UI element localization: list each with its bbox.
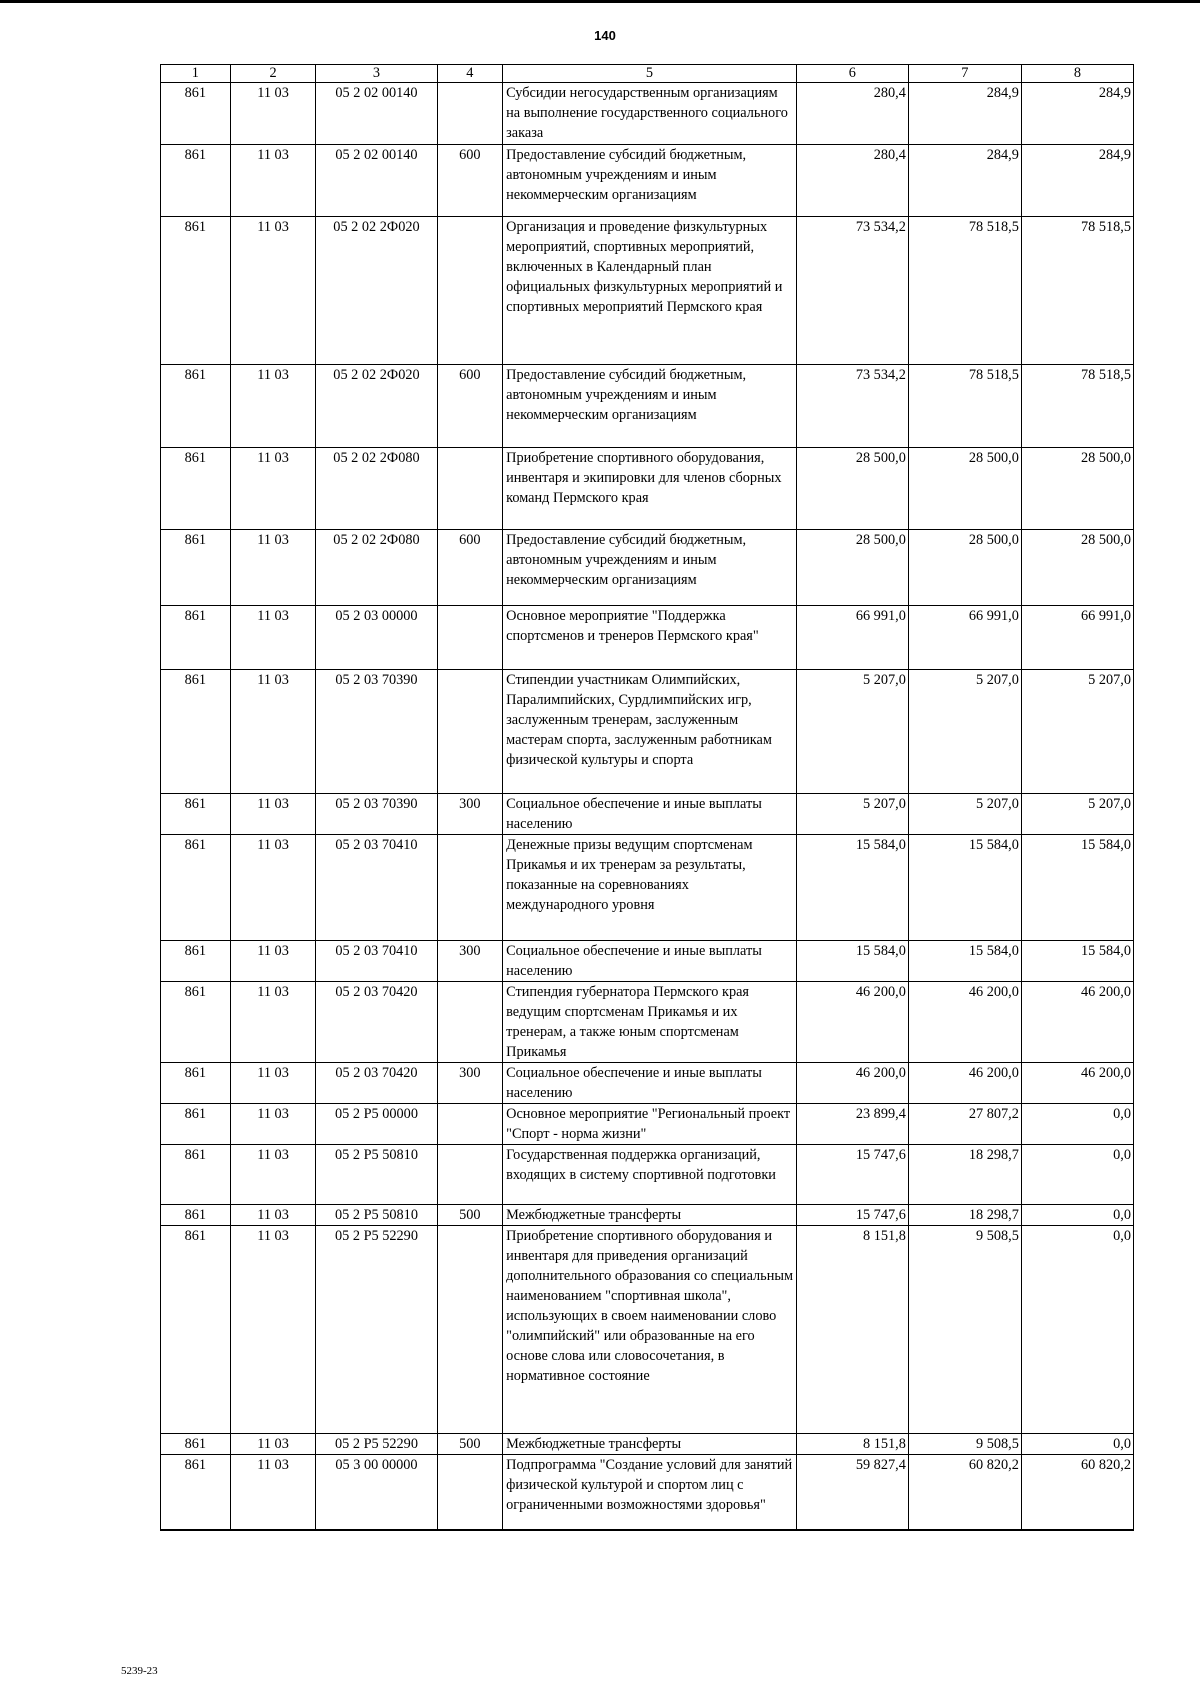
- cell-target-article: 05 2 02 2Ф080: [316, 448, 437, 530]
- cell-amount-col7: 78 518,5: [908, 217, 1021, 365]
- cell-ministry-code: 861: [161, 1434, 231, 1455]
- table-row: [161, 670, 1134, 794]
- cell-amount-col7: 28 500,0: [908, 530, 1021, 606]
- cell-expense-type: 500: [437, 1434, 503, 1455]
- cell-target-article: 05 2 02 2Ф020: [316, 217, 437, 365]
- cell-amount-col7: 15 584,0: [908, 835, 1021, 941]
- cell-target-article: 05 2 P5 00000: [316, 1104, 437, 1145]
- cell-amount-col7: 18 298,7: [908, 1145, 1021, 1205]
- column-header: 2: [230, 65, 316, 83]
- cell-target-article: 05 2 P5 52290: [316, 1434, 437, 1455]
- cell-section-code: 11 03: [230, 941, 316, 982]
- column-header: 4: [437, 65, 503, 83]
- cell-description: Социальное обеспечение и иные выплаты населению: [503, 794, 797, 835]
- cell-expense-type: 300: [437, 1063, 503, 1104]
- cell-section-code: 11 03: [230, 448, 316, 530]
- table-row: [161, 1226, 1134, 1434]
- cell-amount-col7: 5 207,0: [908, 794, 1021, 835]
- cell-amount-col8: 284,9: [1021, 83, 1133, 145]
- cell-amount-col8: 5 207,0: [1021, 794, 1133, 835]
- cell-target-article: 05 2 02 2Ф080: [316, 530, 437, 606]
- cell-amount-col6: 5 207,0: [796, 670, 908, 794]
- table-row: [161, 1104, 1134, 1145]
- cell-amount-col8: 28 500,0: [1021, 530, 1133, 606]
- cell-amount-col8: 0,0: [1021, 1205, 1133, 1226]
- cell-amount-col7: 5 207,0: [908, 670, 1021, 794]
- cell-target-article: 05 2 03 70390: [316, 794, 437, 835]
- cell-description: Предоставление субсидий бюджетным, автономным учреждениям и иным некоммерческим организациям: [503, 365, 797, 448]
- cell-section-code: 11 03: [230, 217, 316, 365]
- cell-ministry-code: 861: [161, 1104, 231, 1145]
- cell-ministry-code: 861: [161, 606, 231, 670]
- cell-amount-col8: 15 584,0: [1021, 835, 1133, 941]
- cell-amount-col6: 66 991,0: [796, 606, 908, 670]
- cell-description: Основное мероприятие "Поддержка спортсменов и тренеров Пермского края": [503, 606, 797, 670]
- cell-section-code: 11 03: [230, 606, 316, 670]
- cell-description: Денежные призы ведущим спортсменам Прикамья и их тренерам за результаты, показанные на соревнованиях международного уровня: [503, 835, 797, 941]
- cell-expense-type: [437, 448, 503, 530]
- cell-amount-col7: 15 584,0: [908, 941, 1021, 982]
- table-row: [161, 606, 1134, 670]
- cell-amount-col6: 73 534,2: [796, 365, 908, 448]
- cell-ministry-code: 861: [161, 835, 231, 941]
- cell-amount-col6: 280,4: [796, 83, 908, 145]
- top-border-line: [0, 0, 1200, 3]
- table-row: [161, 448, 1134, 530]
- cell-expense-type: [437, 1455, 503, 1530]
- cell-amount-col8: 5 207,0: [1021, 670, 1133, 794]
- cell-amount-col6: 280,4: [796, 145, 908, 217]
- cell-amount-col8: 15 584,0: [1021, 941, 1133, 982]
- cell-expense-type: [437, 982, 503, 1063]
- cell-expense-type: [437, 835, 503, 941]
- cell-target-article: 05 2 P5 50810: [316, 1205, 437, 1226]
- cell-section-code: 11 03: [230, 530, 316, 606]
- cell-description: Предоставление субсидий бюджетным, автономным учреждениям и иным некоммерческим организациям: [503, 530, 797, 606]
- cell-amount-col6: 8 151,8: [796, 1434, 908, 1455]
- cell-section-code: 11 03: [230, 365, 316, 448]
- cell-expense-type: 300: [437, 941, 503, 982]
- cell-section-code: 11 03: [230, 670, 316, 794]
- cell-amount-col8: 46 200,0: [1021, 1063, 1133, 1104]
- cell-ministry-code: 861: [161, 941, 231, 982]
- cell-description: Межбюджетные трансферты: [503, 1434, 797, 1455]
- cell-amount-col8: 60 820,2: [1021, 1455, 1133, 1530]
- header-row: [161, 65, 1134, 83]
- table-header: [161, 65, 1134, 83]
- cell-section-code: 11 03: [230, 1455, 316, 1530]
- cell-target-article: 05 2 02 00140: [316, 145, 437, 217]
- column-header: 1: [161, 65, 231, 83]
- page-number: 140: [594, 28, 616, 43]
- cell-ministry-code: 861: [161, 1063, 231, 1104]
- cell-amount-col6: 23 899,4: [796, 1104, 908, 1145]
- cell-amount-col6: 46 200,0: [796, 982, 908, 1063]
- cell-description: Социальное обеспечение и иные выплаты населению: [503, 1063, 797, 1104]
- cell-ministry-code: 861: [161, 982, 231, 1063]
- cell-section-code: 11 03: [230, 1145, 316, 1205]
- cell-section-code: 11 03: [230, 1226, 316, 1434]
- cell-section-code: 11 03: [230, 1434, 316, 1455]
- cell-expense-type: [437, 83, 503, 145]
- table-row: [161, 1455, 1134, 1530]
- table-row: [161, 982, 1134, 1063]
- cell-target-article: 05 2 03 70420: [316, 982, 437, 1063]
- cell-amount-col8: 0,0: [1021, 1104, 1133, 1145]
- cell-amount-col8: 78 518,5: [1021, 365, 1133, 448]
- cell-expense-type: 600: [437, 365, 503, 448]
- cell-description: Предоставление субсидий бюджетным, автономным учреждениям и иным некоммерческим организациям: [503, 145, 797, 217]
- cell-amount-col8: 28 500,0: [1021, 448, 1133, 530]
- cell-amount-col8: 284,9: [1021, 145, 1133, 217]
- cell-amount-col8: 0,0: [1021, 1145, 1133, 1205]
- cell-section-code: 11 03: [230, 1063, 316, 1104]
- cell-target-article: 05 3 00 00000: [316, 1455, 437, 1530]
- cell-target-article: 05 2 02 00140: [316, 83, 437, 145]
- cell-ministry-code: 861: [161, 145, 231, 217]
- cell-amount-col6: 28 500,0: [796, 530, 908, 606]
- cell-amount-col7: 18 298,7: [908, 1205, 1021, 1226]
- cell-amount-col8: 0,0: [1021, 1226, 1133, 1434]
- cell-expense-type: 300: [437, 794, 503, 835]
- cell-amount-col7: 284,9: [908, 145, 1021, 217]
- cell-description: Подпрограмма "Создание условий для занятий физической культурой и спортом лиц с ограниченными возможностями здоровья": [503, 1455, 797, 1530]
- cell-description: Приобретение спортивного оборудования, инвентаря и экипировки для членов сборных команд Пермского края: [503, 448, 797, 530]
- table-row: [161, 1205, 1134, 1226]
- cell-section-code: 11 03: [230, 835, 316, 941]
- cell-section-code: 11 03: [230, 83, 316, 145]
- cell-ministry-code: 861: [161, 1145, 231, 1205]
- cell-ministry-code: 861: [161, 1455, 231, 1530]
- cell-amount-col6: 46 200,0: [796, 1063, 908, 1104]
- cell-target-article: 05 2 P5 50810: [316, 1145, 437, 1205]
- cell-amount-col8: 78 518,5: [1021, 217, 1133, 365]
- column-header: 8: [1021, 65, 1133, 83]
- cell-target-article: 05 2 02 2Ф020: [316, 365, 437, 448]
- cell-ministry-code: 861: [161, 1226, 231, 1434]
- table-row: [161, 1434, 1134, 1455]
- cell-target-article: 05 2 03 70410: [316, 835, 437, 941]
- cell-target-article: 05 2 03 70390: [316, 670, 437, 794]
- cell-description: Приобретение спортивного оборудования и инвентаря для приведения организаций дополнительного образования со специальным наименованием "спортивная школа", использующих в своем наименовании слово "олимпийский" или образованные на его основе слова или словосочетания, в нормативное состояние: [503, 1226, 797, 1434]
- cell-ministry-code: 861: [161, 217, 231, 365]
- cell-section-code: 11 03: [230, 794, 316, 835]
- cell-amount-col8: 0,0: [1021, 1434, 1133, 1455]
- cell-amount-col6: 15 747,6: [796, 1205, 908, 1226]
- cell-target-article: 05 2 03 70420: [316, 1063, 437, 1104]
- cell-section-code: 11 03: [230, 982, 316, 1063]
- cell-description: Основное мероприятие "Региональный проект "Спорт - норма жизни": [503, 1104, 797, 1145]
- budget-table: [160, 64, 1134, 1531]
- table-row: [161, 794, 1134, 835]
- cell-expense-type: 600: [437, 530, 503, 606]
- cell-expense-type: 500: [437, 1205, 503, 1226]
- cell-section-code: 11 03: [230, 145, 316, 217]
- cell-expense-type: [437, 606, 503, 670]
- table-body: [161, 83, 1134, 1530]
- cell-amount-col8: 46 200,0: [1021, 982, 1133, 1063]
- cell-section-code: 11 03: [230, 1104, 316, 1145]
- cell-ministry-code: 861: [161, 448, 231, 530]
- cell-amount-col7: 60 820,2: [908, 1455, 1021, 1530]
- table-row: [161, 941, 1134, 982]
- cell-ministry-code: 861: [161, 365, 231, 448]
- cell-description: Стипендия губернатора Пермского края ведущим спортсменам Прикамья и их тренерам, а также юным спортсменам Прикамья: [503, 982, 797, 1063]
- cell-amount-col8: 66 991,0: [1021, 606, 1133, 670]
- cell-expense-type: [437, 1226, 503, 1434]
- cell-amount-col6: 15 747,6: [796, 1145, 908, 1205]
- cell-amount-col6: 5 207,0: [796, 794, 908, 835]
- table-row: [161, 530, 1134, 606]
- cell-amount-col7: 46 200,0: [908, 982, 1021, 1063]
- cell-amount-col7: 9 508,5: [908, 1226, 1021, 1434]
- cell-target-article: 05 2 P5 52290: [316, 1226, 437, 1434]
- table-row: [161, 1145, 1134, 1205]
- cell-expense-type: 600: [437, 145, 503, 217]
- cell-ministry-code: 861: [161, 1205, 231, 1226]
- cell-description: Стипендии участникам Олимпийских, Паралимпийских, Сурдлимпийских игр, заслуженным тренерам, заслуженным мастерам спорта, заслуженным работникам физической культуры и спорта: [503, 670, 797, 794]
- cell-amount-col7: 9 508,5: [908, 1434, 1021, 1455]
- cell-amount-col6: 15 584,0: [796, 941, 908, 982]
- column-header: 6: [796, 65, 908, 83]
- cell-description: Социальное обеспечение и иные выплаты населению: [503, 941, 797, 982]
- document-code: 5239-23: [121, 1665, 158, 1677]
- cell-target-article: 05 2 03 00000: [316, 606, 437, 670]
- cell-amount-col7: 66 991,0: [908, 606, 1021, 670]
- cell-ministry-code: 861: [161, 83, 231, 145]
- cell-amount-col6: 28 500,0: [796, 448, 908, 530]
- cell-amount-col7: 28 500,0: [908, 448, 1021, 530]
- cell-ministry-code: 861: [161, 530, 231, 606]
- cell-amount-col6: 15 584,0: [796, 835, 908, 941]
- cell-section-code: 11 03: [230, 1205, 316, 1226]
- cell-description: Субсидии негосударственным организациям на выполнение государственного социального заказа: [503, 83, 797, 145]
- cell-expense-type: [437, 217, 503, 365]
- table-row: [161, 217, 1134, 365]
- cell-expense-type: [437, 1104, 503, 1145]
- cell-amount-col7: 78 518,5: [908, 365, 1021, 448]
- cell-amount-col6: 59 827,4: [796, 1455, 908, 1530]
- table-row: [161, 835, 1134, 941]
- table-row: [161, 365, 1134, 448]
- table-row: [161, 1063, 1134, 1104]
- cell-ministry-code: 861: [161, 670, 231, 794]
- cell-description: Государственная поддержка организаций, входящих в систему спортивной подготовки: [503, 1145, 797, 1205]
- cell-amount-col7: 27 807,2: [908, 1104, 1021, 1145]
- column-header: 3: [316, 65, 437, 83]
- cell-expense-type: [437, 670, 503, 794]
- cell-amount-col7: 46 200,0: [908, 1063, 1021, 1104]
- table-row: [161, 83, 1134, 145]
- cell-target-article: 05 2 03 70410: [316, 941, 437, 982]
- column-header: 5: [503, 65, 797, 83]
- cell-description: Межбюджетные трансферты: [503, 1205, 797, 1226]
- table-row: [161, 145, 1134, 217]
- cell-ministry-code: 861: [161, 794, 231, 835]
- cell-amount-col7: 284,9: [908, 83, 1021, 145]
- cell-amount-col6: 8 151,8: [796, 1226, 908, 1434]
- column-header: 7: [908, 65, 1021, 83]
- cell-expense-type: [437, 1145, 503, 1205]
- cell-description: Организация и проведение физкультурных мероприятий, спортивных мероприятий, включенных в Календарный план официальных физкультурных мероприятий и спортивных мероприятий Пермского края: [503, 217, 797, 365]
- cell-amount-col6: 73 534,2: [796, 217, 908, 365]
